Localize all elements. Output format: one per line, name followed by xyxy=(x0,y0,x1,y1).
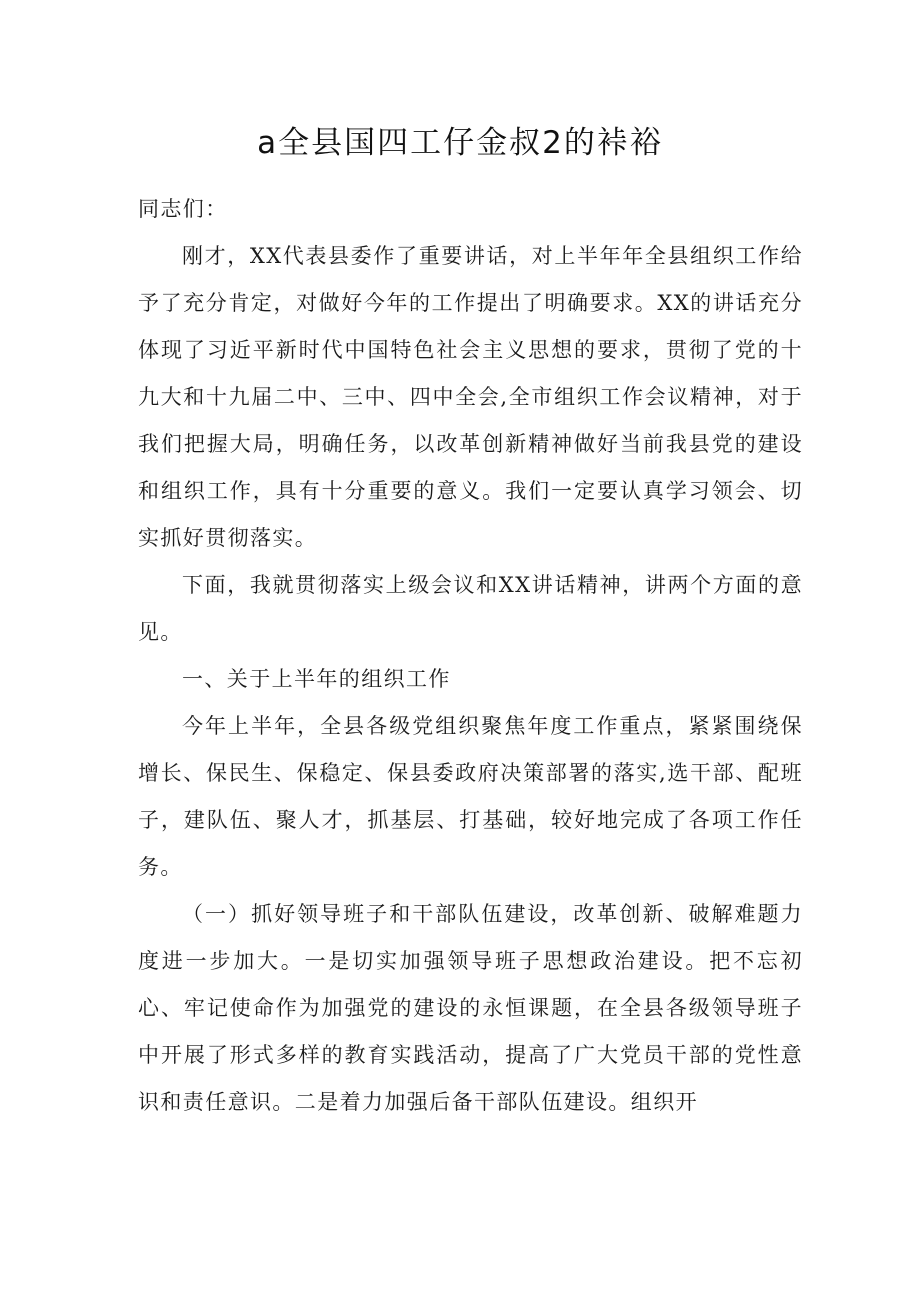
salutation: 同志们： xyxy=(138,197,228,221)
paragraph: 刚才，XX代表县委作了重要讲话，对上半年年全县组织工作给予了充分肯定，对做好今年的工作提出了明确要求。XX的讲话充分体现了习近平新时代中国特色社会主义思想的要求，贯彻了党的十九大和十九届二中、三中、四中全会,全市组织工作会议精神，对于我们把握大局，明确任务，以改革创新精神做好当前我县党的建设和组织工作，具有十分重要的意义。我们一定要认真学习领会、切实抓好贯彻落实。 xyxy=(138,244,803,550)
document-body xyxy=(138,186,803,1126)
section-heading: 一、关于上半年的组织工作 xyxy=(182,667,451,691)
paragraph: 今年上半年，全县各级党组织聚焦年度工作重点，紧紧围绕保增长、保民生、保稳定、保县委政府决策部署的落实,选干部、配班子，建队伍、聚人才，抓基层、打基础，较好地完成了各项工作任务。 xyxy=(138,714,803,879)
paragraph: 下面，我就贯彻落实上级会议和XX讲话精神，讲两个方面的意见。 xyxy=(138,573,803,644)
paragraph: （一）抓好领导班子和干部队伍建设，改革创新、破解难题力度进一步加大。一是切实加强领导班子思想政治建设。把不忘初心、牢记使命作为加强党的建设的永恒课题，在全县各级领导班子中开展了形式多样的教育实践活动，提高了广大党员干部的党性意识和责任意识。二是着力加强后备干部队伍建设。组织开 xyxy=(138,902,803,1114)
document-title: a全县国四工仔金叔2的裃裕 xyxy=(257,125,663,161)
